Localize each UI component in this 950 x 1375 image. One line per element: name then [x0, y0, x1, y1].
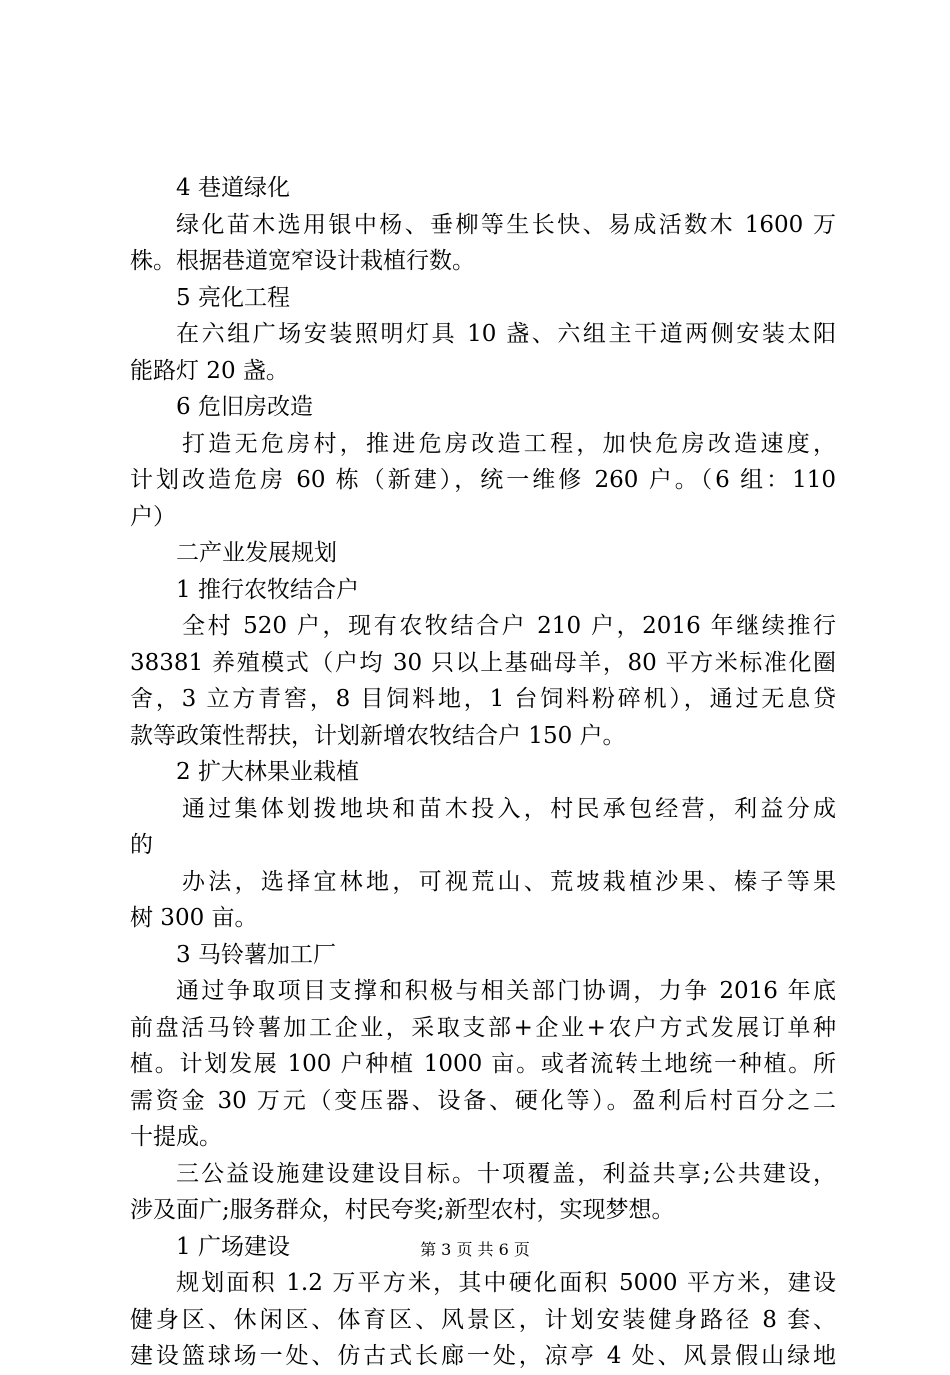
text-line: 通过集体划拨地块和苗木投入，村民承包经营，利益分成	[182, 795, 836, 822]
text-line: 前盘活马铃薯加工企业，采取支部+企业+农户方式发展订单种	[130, 1014, 836, 1041]
text-line: 38381 养殖模式（户均 30 只以上基础母羊，80 平方米标准化圈	[130, 649, 836, 676]
text-line: 4 巷道绿化	[176, 175, 290, 201]
text-line: 户）	[130, 503, 176, 530]
page-footer: 第 3 页 共 6 页	[420, 1240, 530, 1259]
text-line: 打造无危房村，推进危房改造工程，加快危房改造速度，	[182, 430, 836, 457]
text-line: 1 广场建设	[176, 1233, 290, 1260]
text-line: 株。根据巷道宽窄设计栽植行数。	[130, 248, 475, 274]
text-line: 舍，3 立方青窖，8 目饲料地，1 台饲料粉碎机），通过无息贷	[130, 686, 836, 712]
text-line: 款等政策性帮扶，计划新增农牧结合户 150 户。	[130, 722, 626, 749]
text-line: 树 300 亩。	[130, 905, 258, 931]
text-line: 健身区、休闲区、体育区、风景区，计划安装健身路径 8 套、	[130, 1306, 836, 1333]
text-line: 在六组广场安装照明灯具 10 盏、六组主干道两侧安装太阳	[176, 321, 836, 347]
text-line: 建设篮球场一处、仿古式长廊一处，凉亭 4 处、风景假山绿地	[130, 1343, 836, 1369]
text-line: 2 扩大林果业栽植	[176, 759, 359, 785]
text-line: 二产业发展规划	[176, 540, 337, 566]
text-line: 规划面积 1.2 万平方米，其中硬化面积 5000 平方米，建设	[176, 1270, 836, 1296]
text-line: 植。计划发展 100 户种植 1000 亩。或者流转土地统一种植。所	[130, 1051, 836, 1077]
text-line: 通过争取项目支撑和积极与相关部门协调，力争 2016 年底	[176, 978, 836, 1004]
text-line: 3 马铃薯加工厂	[176, 941, 336, 968]
text-line: 6 危旧房改造	[176, 394, 313, 420]
document-body	[130, 170, 836, 1375]
text-line: 涉及面广;服务群众，村民夸奖;新型农村，实现梦想。	[130, 1197, 675, 1223]
text-line: 需资金 30 万元（变压器、设备、硬化等）。盈利后村百分之二	[130, 1087, 836, 1114]
text-line: 办法，选择宜林地，可视荒山、荒坡栽植沙果、榛子等果	[182, 868, 836, 895]
text-line: 计划改造危房 60 栋（新建），统一维修 260 户。（6 组：110	[130, 467, 836, 493]
text-line: 5 亮化工程	[176, 284, 290, 311]
text-line: 绿化苗木选用银中杨、垂柳等生长快、易成活数木 1600 万	[176, 211, 836, 238]
text-line: 全村 520 户，现有农牧结合户 210 户，2016 年继续推行	[182, 613, 836, 639]
text-line: 能路灯 20 盏。	[130, 357, 289, 384]
text-line: 十提成。	[130, 1124, 222, 1150]
text-line: 的	[130, 832, 153, 858]
text-line: 1 推行农牧结合户	[176, 576, 359, 603]
text-line: 三公益设施建设建设目标。十项覆盖，利益共享;公共建设，	[176, 1160, 836, 1187]
